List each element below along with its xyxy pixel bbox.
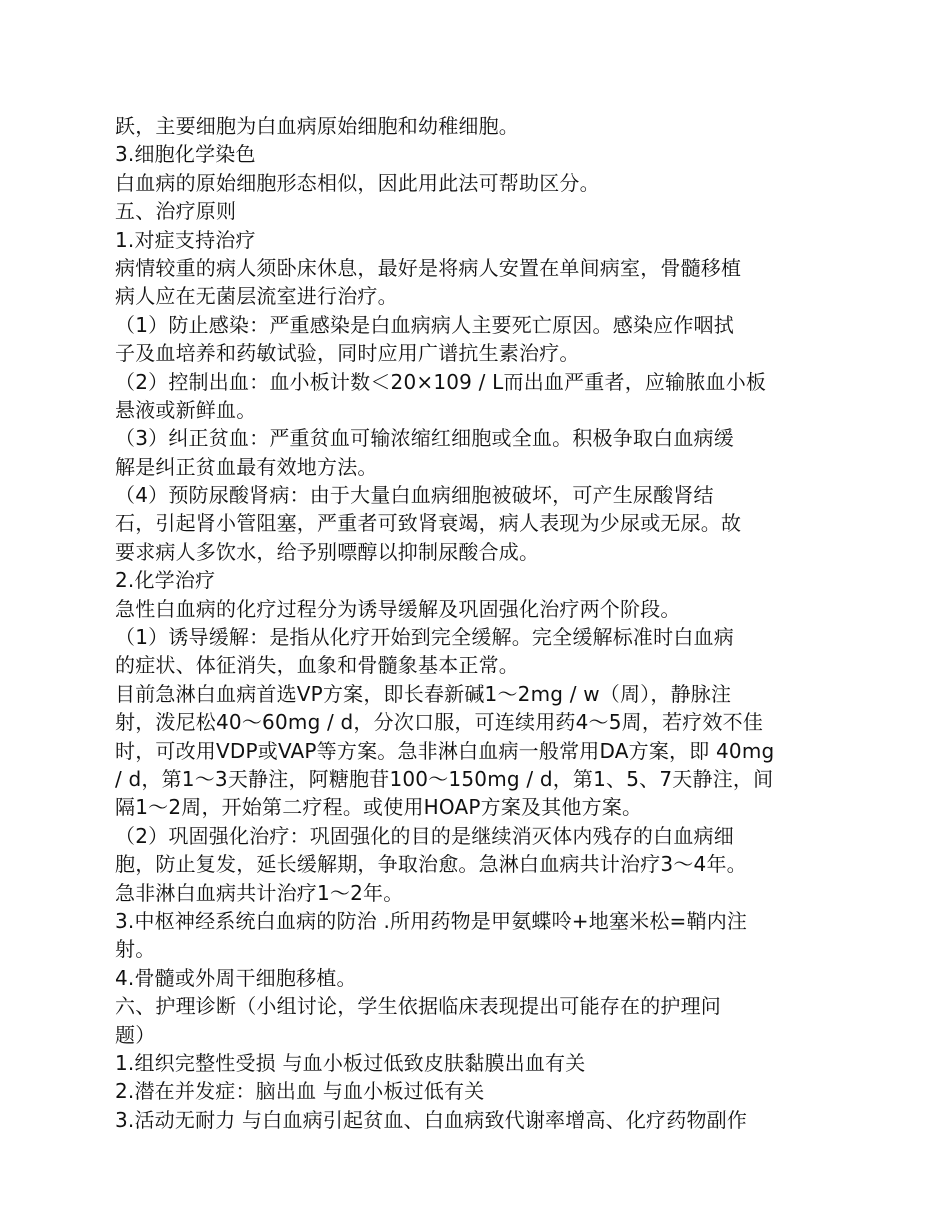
text-line: （1）防止感染：严重感染是白血病病人主要死亡原因。感染应作咽拭: [115, 312, 734, 337]
text-line: 2.潜在并发症：脑出血 与血小板过低有关: [115, 1079, 485, 1104]
text-line: 题）: [115, 1022, 156, 1047]
text-line: 4.骨髓或外周干细胞移植。: [115, 965, 357, 990]
text-line: 六、护理诊断（小组讨论，学生依据临床表现提出可能存在的护理问: [115, 994, 721, 1019]
text-line: （2）控制出血：血小板计数＜20×109 / L而出血严重者，应输脓血小板: [115, 369, 767, 394]
text-line: 悬液或新鲜血。: [115, 397, 257, 422]
document-body: [115, 112, 845, 1134]
text-line: 要求病人多饮水，给予别嘌醇以抑制尿酸合成。: [115, 539, 540, 564]
text-line: 病情较重的病人须卧床休息，最好是将病人安置在单间病室，骨髓移植: [115, 255, 742, 280]
text-line: 1.对症支持治疗: [115, 227, 256, 252]
text-line: 时，可改用VDP或VAP等方案。急非淋白血病一般常用DA方案，即 40mg: [115, 738, 775, 763]
text-line: 2.化学治疗: [115, 568, 216, 593]
text-line: 子及血培养和药敏试验，同时应用广谱抗生素治疗。: [115, 341, 580, 366]
text-line: 解是纠正贫血最有效地方法。: [115, 454, 378, 479]
text-line: 3.中枢神经系统白血病的防治 .所用药物是甲氨蝶呤+地塞米松=鞘内注: [115, 908, 748, 933]
text-line: 石，引起肾小管阻塞，严重者可致肾衰竭，病人表现为少尿或无尿。故: [115, 511, 742, 536]
text-line: 3.细胞化学染色: [115, 142, 256, 167]
text-line: （4）预防尿酸肾病：由于大量白血病细胞被破坏，可产生尿酸肾结: [115, 483, 714, 508]
text-line: 跃，主要细胞为白血病原始细胞和幼稚细胞。: [115, 114, 519, 138]
text-line: 胞，防止复发，延长缓解期，争取治愈。急淋白血病共计治疗3～4年。: [115, 852, 747, 877]
text-line: 病人应在无菌层流室进行治疗。: [115, 284, 398, 309]
text-line: 1.组织完整性受损 与血小板过低致皮肤黏膜出血有关: [115, 1050, 586, 1075]
text-line: 急性白血病的化疗过程分为诱导缓解及巩固强化治疗两个阶段。: [115, 596, 681, 621]
text-line: 射，泼尼松40～60mg / d，分次口服，可连续用药4～5周，若疗效不佳: [115, 710, 764, 735]
text-line: 急非淋白血病共计治疗1～2年。: [115, 880, 404, 905]
text-line: / d，第1～3天静注，阿糖胞苷100～150mg / d，第1、5、7天静注，间: [115, 766, 774, 791]
text-line: （1）诱导缓解：是指从化疗开始到完全缓解。完全缓解标准时白血病: [115, 625, 734, 650]
text-line: 白血病的原始细胞形态相似，因此用此法可帮助区分。: [115, 170, 600, 195]
text-line: （3）纠正贫血：严重贫血可输浓缩红细胞或全血。积极争取白血病缓: [115, 426, 734, 451]
text-line: 3.活动无耐力 与白血病引起贫血、白血病致代谢率增高、化疗药物副作: [115, 1107, 748, 1132]
text-line: 的症状、体征消失，血象和骨髓象基本正常。: [115, 653, 519, 678]
text-line: 五、治疗原则: [115, 199, 237, 224]
text-line: 隔1～2周，开始第二疗程。或使用HOAP方案及其他方案。: [115, 795, 643, 820]
text-line: （2）巩固强化治疗：巩固强化的目的是继续消灭体内残存的白血病细: [115, 823, 734, 848]
text-line: 射。: [115, 937, 156, 962]
text-line: 目前急淋白血病首选VP方案，即长春新碱1～2mg / w（周），静脉注: [115, 681, 732, 706]
